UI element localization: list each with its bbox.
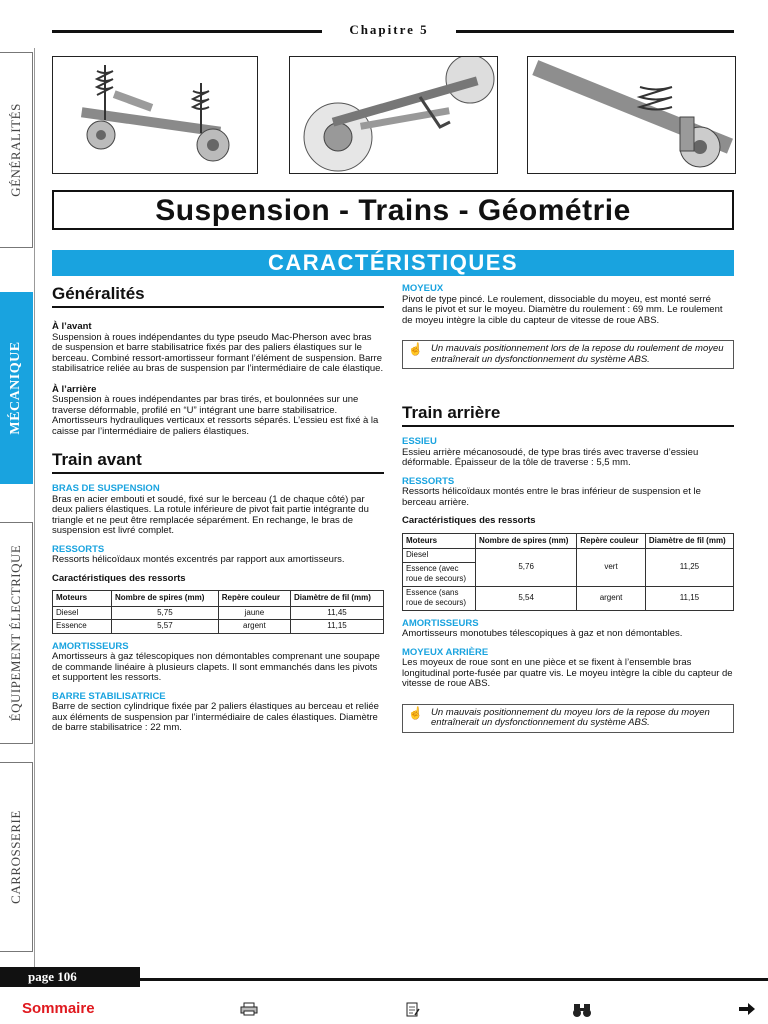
th-couleur: Repère couleur: [218, 591, 290, 607]
section-banner: CARACTÉRISTIQUES: [52, 250, 734, 276]
warning-note-moyeu: [402, 340, 734, 369]
table-row: [53, 620, 384, 634]
cell: 5,57: [112, 620, 219, 634]
label-bras-suspension: BRAS DE SUSPENSION: [52, 483, 160, 494]
label-moyeux: MOYEUX: [402, 283, 444, 294]
header-rule-left: [52, 30, 322, 33]
label-moyeux-arriere: MOYEUX ARRIÈRE: [402, 646, 489, 658]
text-amortisseurs-avant: Amortisseurs à gaz télescopiques non démontables comprenant une soupape de commande linéaire à plusieurs clapets. Il sont emmanchés dans les pivots et supportent les ressorts.: [52, 651, 380, 683]
footer-rule: [140, 978, 768, 981]
tab-label: MÉCANIQUE: [8, 341, 23, 435]
chapter-label: Chapitre 5: [349, 22, 429, 37]
cell: 5,76: [476, 549, 577, 587]
cell: vert: [577, 549, 646, 587]
cell: argent: [577, 586, 646, 610]
table-row: [53, 606, 384, 620]
note-text: Un mauvais positionnement lors de la repose du roulement de moyeu entraînerait un dysfonctionnement du système ABS.: [431, 343, 724, 365]
photo-rear-axle: [289, 56, 498, 174]
text-barre-stabilisatrice: Barre de section cylindrique fixée par 2 paliers élastiques au berceau et reliée aux éléments de suspension par l’intermédiaire de cales élastiques. Diamètre de barre stabilisatrice : 22 mm.: [52, 701, 379, 733]
label-arriere: À l’arrière: [52, 383, 97, 395]
label-ressorts-avant: RESSORTS: [52, 543, 105, 555]
page-title: Suspension - Trains - Géométrie: [155, 194, 631, 227]
edit-document-icon[interactable]: [406, 1002, 420, 1021]
header-rule-right: [456, 30, 734, 33]
note-text: Un mauvais positionnement du moyeu lors de la repose du moyen entraînerait un dysfonctionnement du système ABS.: [431, 706, 710, 728]
printer-icon[interactable]: [240, 1002, 258, 1019]
cell: argent: [218, 620, 290, 634]
table-header-row: [403, 533, 734, 549]
cell: 11,15: [645, 586, 733, 610]
cell: Essence (avec roue de secours): [403, 562, 476, 586]
text-avant: Suspension à roues indépendantes du type pseudo Mac-Pherson avec bras de suspension et barre stabilisatrice fixés par des paliers élastiques sur le berceau. Combiné ressort-amortisseur formant l’élément de suspension. Barre stabilisatrice reliée au bras de suspension par l’intermédiaire de cale élastique.: [52, 331, 384, 374]
th-diametre: Diamètre de fil (mm): [291, 591, 384, 607]
photo-rear-spring-hub: [527, 56, 736, 174]
cell: Diesel: [53, 606, 112, 620]
tab-label: CARROSSERIE: [8, 810, 23, 904]
table-row: [403, 549, 734, 563]
tab-label: GÉNÉRALITÉS: [8, 103, 23, 197]
table-header-row: [53, 591, 384, 607]
binoculars-icon[interactable]: [572, 1002, 592, 1021]
tab-carrosserie[interactable]: [0, 762, 33, 952]
text-arriere: Suspension à roues indépendantes par bras tirés, et boulonnées sur une traverse déformable, profilé en “U” intégrant une barre stabilisatrice. Amortisseurs hydrauliques verticaux et ressorts séparés. L’essieu est fixé à la caisse par l’intermédiaire de paliers élastiques.: [52, 394, 379, 437]
th-spires: Nombre de spires (mm): [476, 533, 577, 549]
cell: 11,45: [291, 606, 384, 620]
label-avant: À l’avant: [52, 321, 92, 332]
page-title-box: [52, 190, 734, 230]
cell: 5,75: [112, 606, 219, 620]
cell: 5,54: [476, 586, 577, 610]
cell: jaune: [218, 606, 290, 620]
cell: Essence (sans roue de secours): [403, 586, 476, 610]
cell: 11,15: [291, 620, 384, 634]
next-arrow-icon[interactable]: [738, 1002, 756, 1019]
cell: 11,25: [645, 549, 733, 587]
text-bras-suspension: Bras en acier embouti et soudé, fixé sur le berceau (1 de chaque côté) par deux paliers élastiques. La rotule inférieure de pivot fait partie intégrante du triangle et ne peut être remplacée séparément. En rechange, le bras de suspension est livré complet.: [52, 493, 369, 536]
sommaire-link[interactable]: Sommaire: [22, 1000, 95, 1017]
text-essieu: Essieu arrière mécanosoudé, de type bras tirés avec traverse d’essieu déformable. Épaisseur de la tôle de traverse : 5,5 mm.: [402, 446, 699, 468]
label-barre-stabilisatrice: BARRE STABILISATRICE: [52, 690, 166, 702]
label-carac-ressorts-arriere: Caractéristiques des ressorts: [402, 515, 536, 526]
cell: Essence: [53, 620, 112, 634]
th-moteurs: Moteurs: [403, 533, 476, 549]
right-column: [402, 284, 734, 733]
tab-equipement-electrique[interactable]: [0, 522, 33, 744]
table-row: [403, 586, 734, 610]
th-moteurs: Moteurs: [53, 591, 112, 607]
label-amortisseurs-arriere: AMORTISSEURS: [402, 617, 479, 629]
warning-hand-icon: ☝: [408, 342, 423, 356]
heading-generalites: Généralités: [52, 284, 384, 308]
tab-mecanique[interactable]: [0, 292, 33, 484]
sidebar-rule: [34, 48, 35, 968]
photo-front-suspension: [52, 56, 258, 174]
label-ressorts-arriere: RESSORTS: [402, 475, 455, 487]
table-ressorts-arriere: [402, 533, 734, 611]
th-diametre: Diamètre de fil (mm): [645, 533, 733, 549]
text-amortisseurs-arriere: Amortisseurs monotubes télescopiques à gaz et non démontables.: [402, 628, 683, 639]
label-amortisseurs-avant: AMORTISSEURS: [52, 640, 129, 652]
text-ressorts-arriere: Ressorts hélicoïdaux montés entre le bras inférieur de suspension et le berceau arrière.: [402, 486, 701, 508]
tab-label: ÉQUIPEMENT ÉLECTRIQUE: [8, 544, 23, 722]
text-moyeux: Pivot de type pincé. Le roulement, dissociable du moyeu, est monté serré dans le pivot et sur le moyeu. Diamètre du roulement : 69 mm. Le roulement de moyeu intègre la cible du capteur de vitesse de roue ABS.: [402, 293, 723, 326]
left-column: [52, 284, 384, 734]
label-essieu: ESSIEU: [402, 436, 437, 447]
heading-train-arriere: Train arrière: [402, 403, 734, 427]
tab-generalites[interactable]: [0, 52, 33, 248]
text-ressorts-avant: Ressorts hélicoïdaux montés excentrés par rapport aux amortisseurs.: [52, 554, 345, 565]
table-ressorts-avant: [52, 590, 384, 634]
heading-train-avant: Train avant: [52, 450, 384, 474]
cell: Diesel: [403, 549, 476, 563]
th-couleur: Repère couleur: [577, 533, 646, 549]
text-moyeux-arriere: Les moyeux de roue sont en une pièce et se fixent à l’ensemble bras longitudinal porte-fusée par quatre vis. Le moyeu intègre la cible du capteur de vitesse de roue ABS.: [402, 657, 733, 689]
page-number: page 106: [0, 967, 140, 987]
label-carac-ressorts-avant: Caractéristiques des ressorts: [52, 572, 186, 584]
warning-note-moyeu-arriere: [402, 704, 734, 733]
warning-hand-icon: ☝: [408, 705, 423, 720]
th-spires: Nombre de spires (mm): [112, 591, 219, 607]
